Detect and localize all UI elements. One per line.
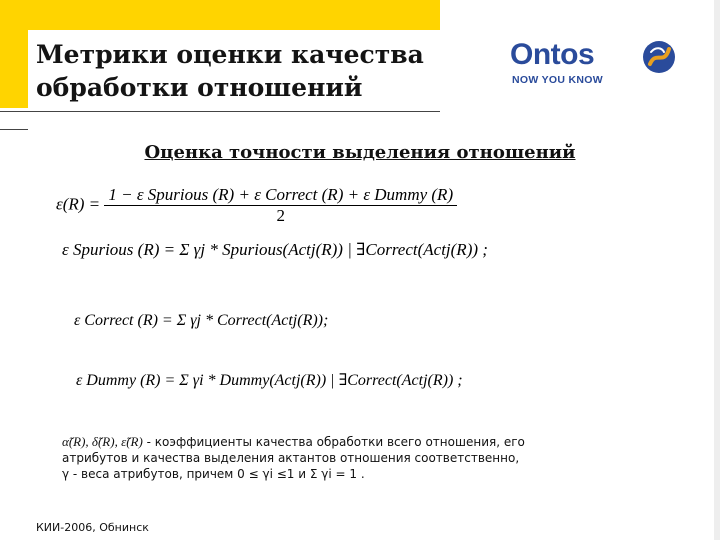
right-edge-strip	[714, 0, 720, 540]
formula-main-fraction	[104, 185, 457, 226]
description-line3: γ - веса атрибутов, причем 0 ≤ γi ≤1 и Σ γi = 1 .	[62, 467, 365, 481]
logo-tagline: NOW YOU KNOW	[512, 74, 603, 86]
formula-main-lhs: ε(R) =	[56, 194, 101, 214]
slide-subtitle: Оценка точности выделения отношений	[144, 142, 576, 163]
formula-correct: ε Correct (R) = Σ γj * Correct(Actj(R));	[74, 312, 329, 329]
page-title-line2: обработки отношений	[36, 73, 363, 102]
header-accent-band	[0, 0, 440, 30]
page-title-line1: Метрики оценки качества	[36, 40, 424, 69]
footer-text: КИИ-2006, Обнинск	[36, 521, 149, 534]
logo-wordmark: Ontos	[510, 38, 595, 71]
page-title	[36, 38, 436, 104]
description-lead-symbols: α̃(R), δ̃(R), ε̃(R)	[62, 434, 143, 449]
formula-main-denominator: 2	[276, 206, 285, 225]
title-underline-short	[0, 129, 28, 130]
ontos-logo	[510, 38, 690, 90]
title-underline	[0, 111, 440, 112]
formula-main	[56, 185, 457, 225]
description-line2: атрибутов и качества выделения актантов отношения соответственно,	[62, 451, 520, 465]
formula-spurious: ε Spurious (R) = Σ γj * Spurious(Actj(R)) | ∃Correct(Actj(R)) ;	[62, 240, 488, 259]
left-accent-band	[0, 0, 28, 108]
formula-main-numerator: 1 − ε Spurious (R) + ε Correct (R) + ε Dummy (R)	[104, 185, 457, 206]
description-block	[62, 434, 682, 482]
description-line1: - коэффициенты качества обработки всего отношения, его	[146, 435, 525, 449]
logo-swirl-icon	[642, 40, 676, 74]
formula-dummy: ε Dummy (R) = Σ γi * Dummy(Actj(R)) | ∃Correct(Actj(R)) ;	[76, 372, 463, 389]
